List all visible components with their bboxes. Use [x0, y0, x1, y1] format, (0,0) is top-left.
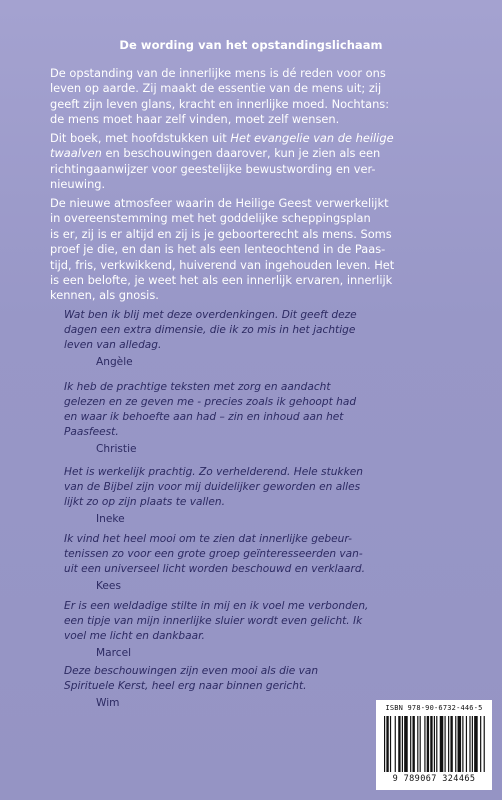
barcode-bar — [450, 716, 452, 772]
paragraph-1-line: de mens moet haar zelf vinden, moet zelf wensen. — [50, 112, 340, 127]
barcode-bar — [412, 716, 414, 772]
testimonial-line: Er is een weldadige stilte in mij en ik voel me verbonden, — [64, 600, 369, 612]
testimonial-author: Marcel — [96, 647, 132, 659]
testimonial-author: Kees — [96, 580, 121, 592]
testimonial-line: en waar ik behoefte aan had – zin en inhoud aan het — [64, 411, 344, 423]
testimonial-line: dagen een extra dimensie, die ik zo mis in het jachtige — [64, 324, 356, 336]
barcode-bar — [448, 716, 449, 772]
testimonial-quote — [64, 599, 444, 644]
testimonial-line: voel me licht en dankbaar. — [64, 630, 205, 642]
paragraph-2-line: richtingaanwijzer voor geestelijke bewustwording en ver- — [50, 161, 376, 176]
testimonial-line: Spirituele Kerst, heel erg naar binnen gericht. — [64, 680, 307, 692]
testimonial-quote — [64, 664, 444, 694]
testimonial-line: Wat ben ik blij met deze overdenkingen. Dit geeft deze — [64, 309, 357, 321]
barcode-bar — [436, 716, 437, 772]
barcode-bar — [474, 716, 478, 772]
testimonial-line: lijkt zo op zijn plaats te vallen. — [64, 496, 225, 508]
testimonial-line: Ik vind het heel mooi om te zien dat innerlijke gebeur- — [64, 533, 352, 545]
testimonial-line: van de Bijbel zijn voor mij duidelijker geworden en alles — [64, 481, 361, 493]
paragraph-3-line: tijd, fris, verkwikkend, huiverend van ingehouden leven. Het — [50, 257, 395, 272]
barcode-bar — [434, 716, 435, 772]
paragraph-2-text: Dit boek, met hoofdstukken uit — [50, 131, 231, 145]
testimonial-author: Angèle — [96, 356, 133, 368]
paragraph-1 — [50, 66, 462, 128]
book-title-reference: Het evangelie van de heilige — [230, 131, 394, 145]
testimonial-author: Wim — [96, 697, 120, 709]
barcode-bar — [395, 716, 396, 772]
paragraph-2-line — [50, 146, 462, 161]
paragraph-3 — [50, 196, 462, 304]
paragraph-3-line: in overeenstemming met het goddelijke scheppingsplan — [50, 211, 371, 226]
paragraph-3-line: is een belofte, je weet het als een innerlijk ervaren, innerlijk — [50, 273, 393, 288]
barcode-bar — [466, 716, 467, 772]
paragraph-2 — [50, 131, 462, 193]
testimonial — [64, 599, 444, 661]
paragraph-2-line — [50, 131, 462, 146]
paragraph-2-line: nieuwing. — [50, 177, 106, 192]
barcode-number: 9 789067 324465 — [392, 774, 476, 784]
barcode-bar — [430, 716, 432, 772]
cover-title: De wording van het opstandingslichaam — [119, 38, 383, 52]
barcode-bar — [417, 716, 418, 772]
testimonial-line: Ik heb de prachtige teksten met zorg en aandacht — [64, 381, 331, 393]
testimonial-line: uit een universeel licht worden beschouwd en verklaard. — [64, 563, 365, 575]
barcode-bar — [484, 716, 485, 772]
barcode-bar — [444, 716, 445, 772]
paragraph-1-line: geeft zijn leven glans, kracht en innerlijke moed. Nochtans: — [50, 96, 390, 111]
barcode-bar — [384, 716, 385, 772]
paragraph-3-line: kennen, als gnosis. — [50, 288, 159, 303]
barcode-bar — [398, 716, 400, 772]
testimonial-author: Ineke — [96, 513, 125, 525]
testimonial-quote — [64, 532, 444, 577]
barcode-bar — [410, 716, 411, 772]
paragraph-2-text: en beschouwingen daarover, kun je zien als een — [101, 146, 381, 161]
barcode-bar — [469, 716, 470, 772]
paragraph-1-line: De opstanding van de innerlijke mens is dé reden voor ons — [50, 66, 386, 80]
testimonial-quote — [64, 308, 444, 353]
testimonial-line: leven van alledag. — [64, 339, 162, 351]
testimonial — [64, 308, 444, 370]
barcode-bar — [480, 716, 481, 772]
barcode-bar — [404, 716, 408, 772]
book-title-reference: twaalven — [50, 146, 102, 161]
testimonial-line: Deze beschouwingen zijn even mooi als die van — [64, 665, 319, 677]
barcode-bar — [427, 716, 429, 772]
barcode-bar — [472, 716, 473, 772]
paragraph-3-line: is er, zij is er altijd en zij is je geboorterecht als mens. Soms — [50, 226, 392, 241]
testimonial-author: Christie — [96, 443, 137, 455]
testimonial-quote — [64, 465, 444, 510]
barcode-bar — [420, 716, 421, 772]
isbn-label: ISBN 978-90-6732-446-5 — [385, 704, 483, 712]
barcode-bar — [424, 716, 425, 772]
testimonial — [64, 380, 444, 457]
barcode-bar — [386, 716, 388, 772]
barcode-bars — [384, 716, 486, 772]
paragraph-1-line: leven op aarde. Zij maakt de essentie van de mens uit; zij — [50, 81, 382, 96]
paragraph-3-line: De nieuwe atmosfeer waarin de Heilige Geest verwerkelijkt — [50, 196, 389, 210]
barcode-bar — [458, 716, 462, 772]
barcode-bar — [440, 716, 444, 772]
testimonial-line: Paasfeest. — [64, 426, 119, 438]
barcode-bar — [455, 716, 456, 772]
barcode-bar — [390, 716, 391, 772]
barcode-bar — [402, 716, 403, 772]
isbn-barcode — [376, 700, 492, 790]
testimonial-line: tenissen zo voor een grote groep geïnteresseerden van- — [64, 548, 363, 560]
paragraph-3-line: proef je die, en dan is het als een lenteochtend in de Paas- — [50, 242, 386, 257]
testimonial — [64, 465, 444, 527]
testimonial-quote — [64, 380, 444, 440]
testimonial-line: een tipje van mijn innerlijke sluier wordt even gelicht. Ik — [64, 615, 363, 627]
barcode-bar — [462, 716, 463, 772]
testimonial — [64, 532, 444, 594]
testimonial-line: Het is werkelijk prachtig. Zo verhelderend. Hele stukken — [64, 466, 363, 478]
testimonial-line: gelezen en ze geven me - precies zoals ik gehoopt had — [64, 396, 357, 408]
